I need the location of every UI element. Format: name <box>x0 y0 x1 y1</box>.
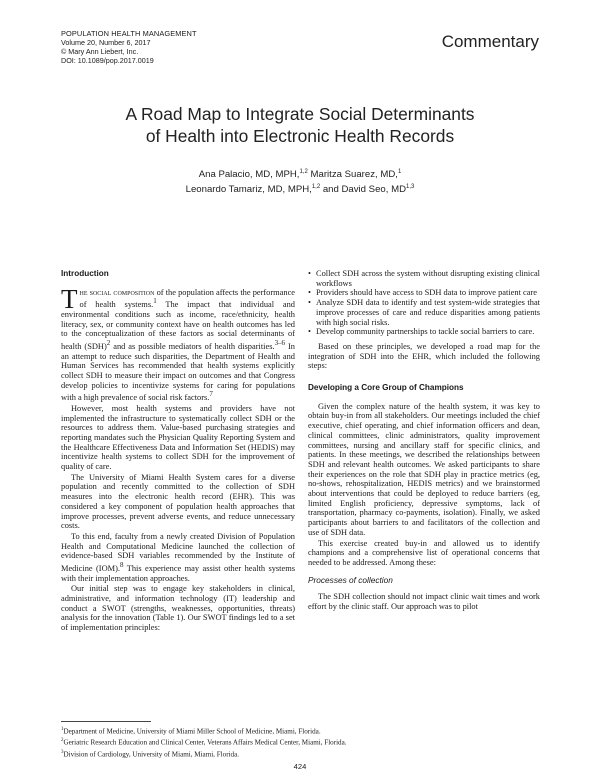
right-column <box>308 269 540 613</box>
author-4: and David Seo, MD <box>320 184 407 196</box>
author-2-affil: 1 <box>397 169 402 175</box>
intro-paragraph-2: However, most health systems and providers have not implemented the infrastructure to systematically collect SDH or the resources to address them. Value-based purchasing strategies and reporting mandates such the Physician Quality Reporting System and the Healthcare Effectiveness Data and Information Set (HEDIS) may incentivize health systems to collect SDH for the improvement of quality of care. <box>61 403 295 472</box>
author-line-2 <box>0 181 600 196</box>
article-title <box>0 103 600 147</box>
bullet-icon: • <box>308 298 311 308</box>
author-3: Leonardo Tamariz, MD, MPH, <box>185 184 312 196</box>
author-1: Ana Palacio, MD, MPH, <box>198 169 300 181</box>
intro-p1-text-c: and as possible mediators of health disparities. <box>110 341 275 351</box>
author-line-1 <box>0 166 600 181</box>
footnote-text: Geriatric Research Education and Clinical Center, Veterans Affairs Medical Center, Miami, Florida. <box>63 738 347 747</box>
journal-name: POPULATION HEALTH MANAGEMENT <box>61 29 197 38</box>
journal-volume: Volume 20, Number 6, 2017 <box>61 37 151 47</box>
processes-paragraph-1: The SDH collection should not impact clinic wait times and work effort by the clinic staff. Our approach was to pilot <box>308 592 540 612</box>
title-line-1: A Road Map to Integrate Social Determinants <box>125 104 475 124</box>
intro-paragraph-4 <box>61 532 295 583</box>
principle-text: Analyze SDH data to identify and test system-wide strategies that improve processes of care and reduce disparities among patients with high social risks. <box>316 298 540 327</box>
bullet-icon: • <box>308 288 311 298</box>
intro-p1-text-a: of the population affects the performance of health systems. <box>79 287 296 310</box>
author-2: Maritza Suarez, MD, <box>307 169 398 181</box>
footnote-text: Department of Medicine, University of Miami Miller School of Medicine, Miami, Florida. <box>63 727 321 736</box>
list-item <box>308 269 540 288</box>
page-number: 424 <box>293 762 307 771</box>
principle-text: Develop community partnerships to tackle social barriers to care. <box>316 327 535 337</box>
roadmap-paragraph: Based on these principles, we developed a road map for the integration of SDH into the EHR, which included the following steps: <box>308 341 540 371</box>
ref-2: 2 <box>106 339 111 348</box>
intro-heading: Introduction <box>61 269 109 278</box>
intro-paragraph-3: The University of Miami Health System cares for a diverse population and recently committed to the collection of SDH measures into the electronic health record (EHR). This was considered a key component of population health approaches that improve processes, prevent adverse events, and reduce unnecessary costs. <box>61 472 295 531</box>
journal-doi: DOI: 10.1089/pop.2017.0019 <box>61 55 154 65</box>
footnote-3 <box>61 748 541 759</box>
footnote-1 <box>61 725 541 736</box>
left-column <box>61 269 295 634</box>
principles-list <box>308 269 540 337</box>
intro-p4-text-b: This experience may assist other health systems with their implementation approaches. <box>61 563 295 583</box>
journal-copyright: © Mary Ann Liebert, Inc. <box>61 46 139 56</box>
author-list <box>0 166 600 196</box>
intro-smallcaps: he social composition <box>79 287 155 297</box>
author-1-affil: 1,2 <box>299 169 308 175</box>
list-item <box>308 298 540 327</box>
footnote-marker: 2 <box>61 738 64 744</box>
footnote-divider <box>61 721 151 722</box>
ref-3-6: 3–6 <box>274 339 286 348</box>
intro-p4-text-a: To this end, faculty from a newly created Division of Population Health and Computational Medicine launched the collection of evidence-based SDH variables recommended by the Institute of Medicine (IOM). <box>61 531 295 573</box>
intro-p1-text-b: The impact that individual and environmental conditions such as income, race/ethnicity, health literacy, sex, or community context have on health outcomes has led to the conceptualization of these factors as social determinants of health (SDH) <box>61 300 295 351</box>
ref-1: 1 <box>153 297 157 306</box>
footnote-2 <box>61 736 541 747</box>
title-line-2: of Health into Electronic Health Records <box>145 126 455 146</box>
bullet-icon: • <box>308 327 311 337</box>
list-item <box>308 288 540 298</box>
journal-info <box>61 30 197 66</box>
intro-paragraph-1 <box>61 283 296 403</box>
footnote-marker: 1 <box>61 727 64 732</box>
processes-heading: Processes of collection <box>308 574 393 585</box>
footnote-text: Division of Cardiology, University of Miami, Miami, Florida. <box>63 750 239 759</box>
intro-p1-text-d: In an attempt to reduce such disparities, the Department of Health and Human Services has recommended that health systems explicitly collect SDH to measure their impact on outcomes and that Congress develop policies to incentivize systems for caring for populations with a high prevalence of social risk factors. <box>61 341 295 403</box>
intro-paragraph-5: Our initial step was to engage key stakeholders in clinical, administrative, and information technology (IT) leadership and conduct a SWOT (strengths, weaknesses, opportunities, threats) analysis for the innovation (Table 1). Our SWOT findings led to a set of implementation principles: <box>61 584 295 633</box>
footnote-marker: 3 <box>61 749 64 755</box>
ref-7: 7 <box>209 390 213 399</box>
principle-text: Providers should have access to SDH data to improve patient care <box>316 288 537 298</box>
champions-paragraph-2: This exercise created buy-in and allowed us to identify champions and a comprehensive list of operational concerns that needed to be addressed. Among these: <box>308 538 540 567</box>
champions-paragraph-1: Given the complex nature of the health system, it was key to obtain buy-in from all stakeholders. Our meetings included the chief executive, chief operating, and chief information officers and dean, clinical committees, clinic administrators, quality improvement committees, nursing and ancillary staff for specific clinics, and patients. In these meetings, we described the relationships between SDH and relevant health outcomes. We asked participants to share their experiences on the role that SDH play in practice metrics (eg, no-shows, rehospitalization, HEDIS metrics) and we brainstormed about interventions that could be deployed to reduce barriers (eg, limited English proficiency, depressive symptoms, lack of transportation, pharmacy co-payments, isolation). Finally, we asked participants about barriers to and facilitators of the collection and use of SDH data. <box>308 401 540 537</box>
ref-8: 8 <box>119 561 124 570</box>
footnotes <box>61 725 541 759</box>
champions-heading: Developing a Core Group of Champions <box>308 383 464 393</box>
author-4-affil: 1,3 <box>406 184 415 191</box>
principle-text: Collect SDH across the system without disrupting existing clinical workflows <box>316 269 540 288</box>
drop-cap: T <box>61 283 78 314</box>
section-label: Commentary <box>441 32 539 51</box>
bullet-icon: • <box>308 269 311 278</box>
author-3-affil: 1,2 <box>311 184 321 191</box>
list-item <box>308 327 540 337</box>
